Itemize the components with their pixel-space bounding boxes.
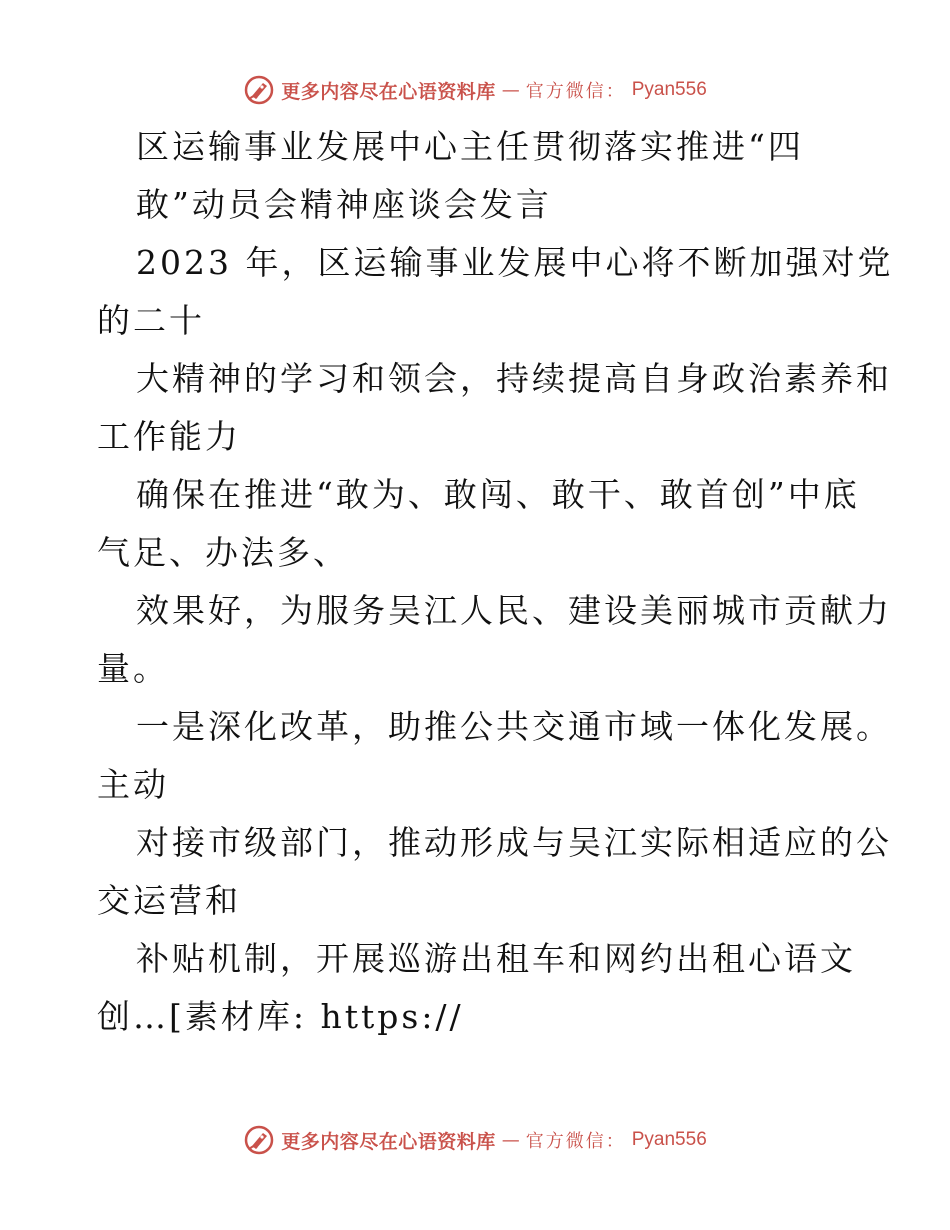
banner-official-label: 官方微信：	[525, 81, 626, 102]
footer-banner	[0, 1118, 950, 1162]
pen-nib-logo-icon	[243, 1124, 275, 1156]
banner-dash: —	[501, 79, 520, 101]
title-line-2: 敢”动员会精神座谈会发言	[136, 185, 552, 224]
body-line: 对接市级部门，推动形成与吴江实际相适应的公	[136, 823, 892, 862]
banner-slogan: 更多内容尽在心语资料库	[281, 1130, 496, 1153]
header-banner	[0, 68, 950, 112]
pen-nib-logo-icon	[243, 74, 275, 106]
body-line: 气足、办法多、	[97, 533, 349, 572]
body-line: 主动	[97, 765, 169, 804]
body-line: 一是深化改革，助推公共交通市域一体化发展。	[136, 707, 892, 746]
body-line: 2023 年，区运输事业发展中心将不断加强对党	[136, 243, 894, 282]
body-line: 补贴机制，开展巡游出租车和网约出租心语文	[136, 939, 856, 978]
body-line: 创…[素材库: https://	[97, 997, 464, 1036]
banner-official-label: 官方微信：	[525, 1131, 626, 1152]
body-line: 工作能力	[97, 417, 241, 456]
banner-wechat-id: Pyan556	[631, 1129, 707, 1150]
body-line: 量。	[97, 649, 169, 688]
banner-dash: —	[501, 1129, 520, 1151]
body-line: 交运营和	[97, 881, 241, 920]
title-line-1: 区运输事业发展中心主任贯彻落实推进“四	[136, 127, 804, 166]
banner-wechat-id: Pyan556	[631, 79, 707, 100]
body-line: 大精神的学习和领会，持续提高自身政治素养和	[136, 359, 892, 398]
body-line: 确保在推进“敢为、敢闯、敢干、敢首创”中底	[136, 475, 860, 514]
body-line: 的二十	[97, 301, 205, 340]
banner-slogan: 更多内容尽在心语资料库	[281, 80, 496, 103]
body-line: 效果好，为服务吴江人民、建设美丽城市贡献力	[136, 591, 892, 630]
